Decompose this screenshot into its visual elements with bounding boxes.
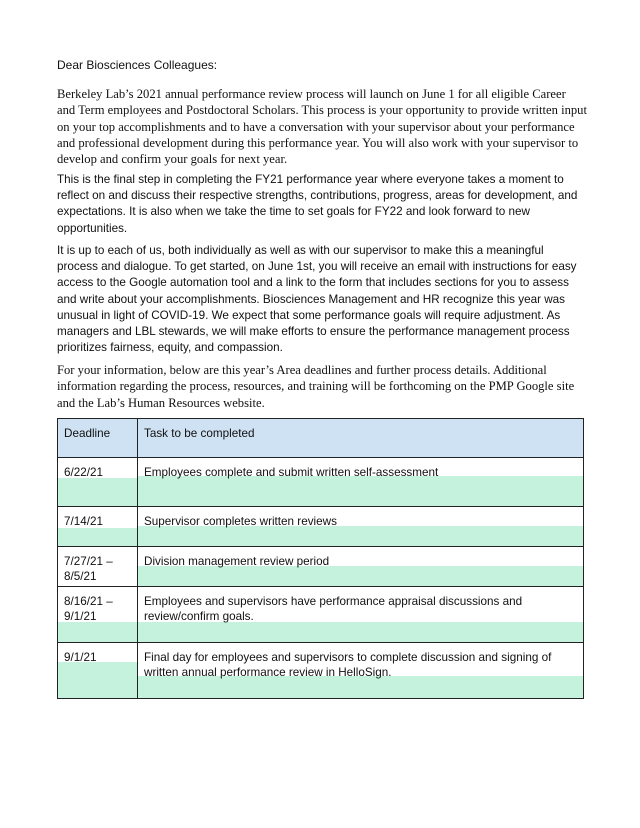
deadline-cell [58,507,138,547]
deadline-value: 7/14/21 [64,515,103,528]
header-deadline-cell [58,419,138,458]
cell-shade [138,566,583,586]
deadline-value: 6/22/21 [64,466,103,479]
task-cell [138,643,584,699]
deadline-cell [58,643,138,699]
cell-shade [58,478,137,506]
letter-greeting: Dear Biosciences Colleagues: [57,58,218,72]
cell-shade [58,528,137,546]
task-cell [138,507,584,547]
deadline-value: 9/1/21 [64,651,97,664]
paragraph-getting-started: It is up to each of us, both individually as well as with our supervisor to make this a meaningful process and dialogue. To get started, on June 1st, you will receive an email with instructions for easy access to the Google automation tool and a link to the form that includes sections for you to assess and write about your accomplishments. Biosciences Management and HR recognize this year was unusual in light of COVID-19. We expect that some performance goals will require adjustment. As managers and LBL stewards, we will make efforts to ensure the performance management process prioritizes fairness, equity, and compassion. [57,244,577,355]
task-value: Final day for employees and supervisors to complete discussion and signing of written annual performance review in HelloSign. [144,651,552,679]
deadline-value: 8/16/21 – 9/1/21 [64,595,113,623]
task-cell [138,458,584,507]
cell-shade [58,622,137,642]
header-deadline: Deadline [64,427,111,440]
table-row [58,643,584,699]
paragraph-deadlines-intro: For your information, below are this year’s Area deadlines and further process details. Additional information regarding the process, resources, and training will be forthcoming on the PMP Google site and the Lab’s Human Resources website. [57,363,575,410]
deadlines-table [57,418,584,699]
deadline-value: 7/27/21 – 8/5/21 [64,555,113,583]
cell-shade [138,526,583,546]
task-value: Employees complete and submit written self-assessment [144,466,439,479]
header-task-cell [138,419,584,458]
paragraph-final-step: This is the final step in completing the FY21 performance year where everyone takes a moment to reflect on and discuss their respective strengths, contributions, progress, areas for development, and expectations. It is also when we take the time to set goals for FY22 and look forward to new opportunities. [57,173,578,235]
header-task: Task to be completed [144,427,255,440]
task-cell [138,547,584,587]
task-value: Division management review period [144,555,330,568]
table-row [58,587,584,643]
task-cell [138,587,584,643]
deadline-cell [58,547,138,587]
table-row [58,458,584,507]
task-value: Supervisor completes written reviews [144,515,337,528]
cell-shade [138,476,583,506]
table-header-row [58,419,584,458]
deadline-cell [58,587,138,643]
table-row [58,507,584,547]
task-value: Employees and supervisors have performance appraisal discussions and review/confirm goals. [144,595,523,623]
cell-shade [138,622,583,642]
paragraph-launch-announcement: Berkeley Lab’s 2021 annual performance review process will launch on June 1 for all eligible Career and Term employees and Postdoctoral Scholars. This process is your opportunity to provide written input on your top accomplishments and to have a conversation with your supervisor about your performance and professional development during this performance year. You will also work with your supervisor to develop and confirm your goals for next year. [57,87,587,167]
table-row [58,547,584,587]
deadline-cell [58,458,138,507]
cell-shade [58,662,137,698]
